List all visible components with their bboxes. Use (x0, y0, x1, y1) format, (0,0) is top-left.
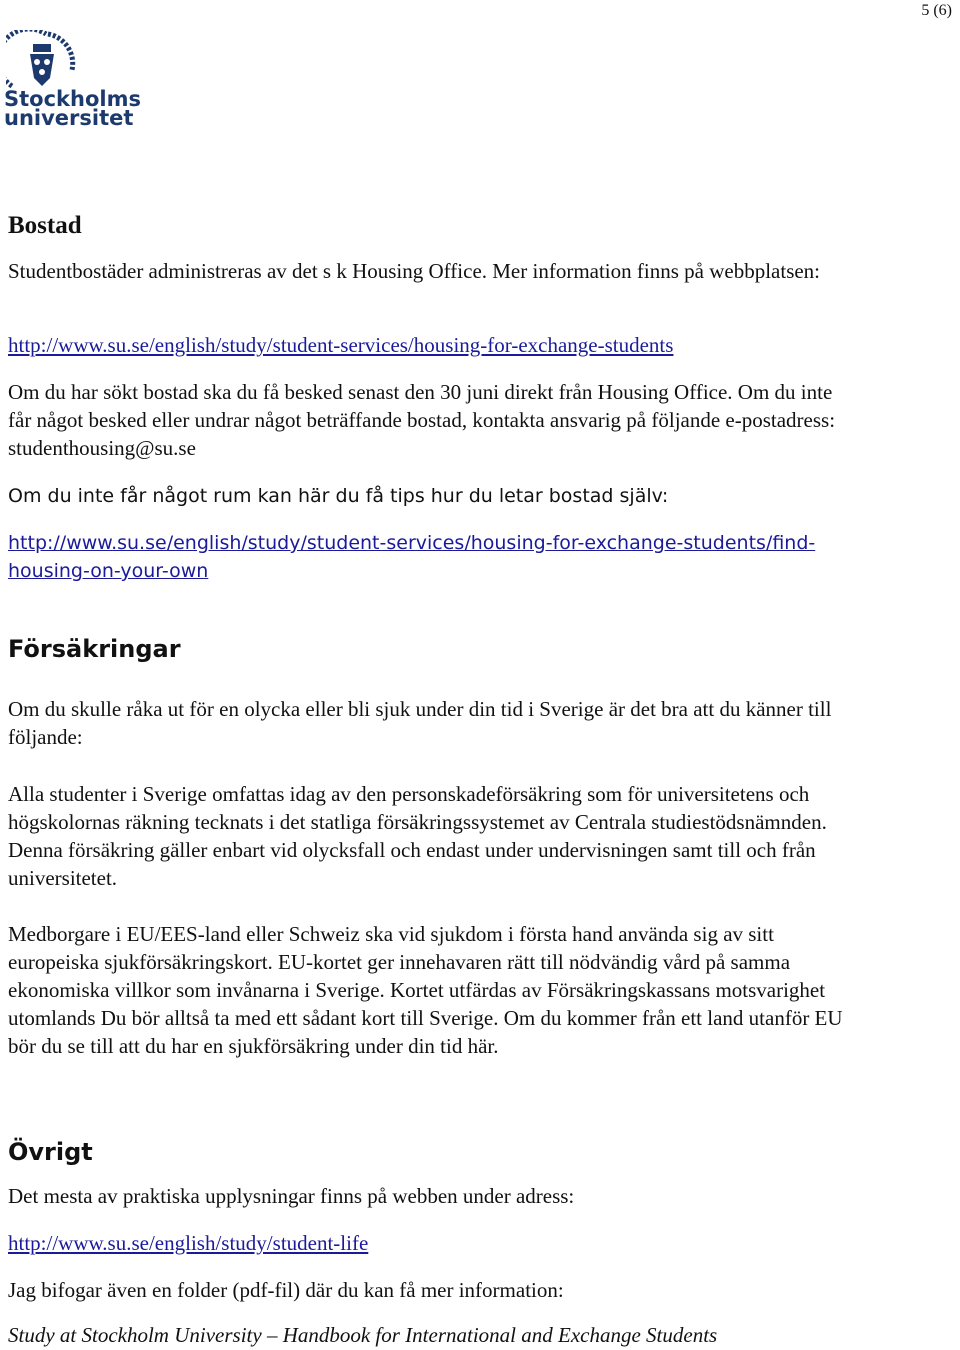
link-find-housing[interactable] (8, 529, 815, 585)
link-student-life[interactable]: http://www.su.se/english/study/student-life (8, 1231, 369, 1255)
paragraph-ovrigt-info: Det mesta av praktiska upplysningar finns på webben under adress: (8, 1184, 575, 1208)
paragraph-ovrigt-folder: Jag bifogar även en folder (pdf-fil) där du kan få mer information: (8, 1278, 564, 1302)
heading-forsakringar: Försäkringar (8, 635, 181, 663)
university-seal-icon (6, 30, 76, 92)
link-housing-exchange[interactable]: http://www.su.se/english/study/student-services/housing-for-exchange-students (8, 333, 674, 357)
link-find-housing-line2[interactable]: housing-on-your-own (8, 560, 209, 582)
paragraph-forsakringar-personskada: Alla studenter i Sverige omfattas idag av den personskadeförsäkring som för universitetens och högskolornas räkning tecknats i det statliga försäkringssystemet av Centrala studiestödsnämnden. Denna försäkring gäller enbart vid olycksfall och endast under undervisningen samt till och från universitetet. (8, 782, 827, 890)
page-number: 5 (6) (921, 2, 952, 19)
heading-ovrigt: Övrigt (8, 1138, 93, 1166)
heading-bostad: Bostad (8, 212, 82, 239)
link-find-housing-line1[interactable]: http://www.su.se/english/study/student-services/housing-for-exchange-students/find- (8, 532, 816, 554)
paragraph-forsakringar-intro: Om du skulle råka ut för en olycka eller bli sjuk under din tid i Sverige är det bra att du känner till följande: (8, 697, 832, 749)
paragraph-bostad-intro: Studentbostäder administreras av det s k Housing Office. Mer information finns på webbplatsen: (8, 259, 821, 283)
handbook-title: Study at Stockholm University – Handbook for International and Exchange Students (8, 1323, 718, 1347)
paragraph-forsakringar-eu: Medborgare i EU/EES-land eller Schweiz ska vid sjukdom i första hand använda sig av sitt europeiska sjukförsäkringskort. EU-kortet ger innehavaren rätt till nödvändig vård på samma ekonomiska villkor som invånarna i Sverige. Kortet utfärdas av Försäkringskassans motsvarighet utomlands Du bör alltså ta med ett sådant kort till Sverige. Om du kommer från ett land utanför EU bör du se till att du har en sjukförsäkring under din tid här. (8, 922, 843, 1058)
paragraph-bostad-besked: Om du har sökt bostad ska du få besked senast den 30 juni direkt från Housing Office. Om du inte får något besked eller undrar något beträffande bostad, kontakta ansvarig på följande e-postadress: studenthousing@su.se (8, 380, 836, 460)
paragraph-bostad-tips: Om du inte får något rum kan här du få tips hur du letar bostad själv: (8, 485, 669, 507)
university-name: Stockholms universitet (4, 87, 141, 130)
